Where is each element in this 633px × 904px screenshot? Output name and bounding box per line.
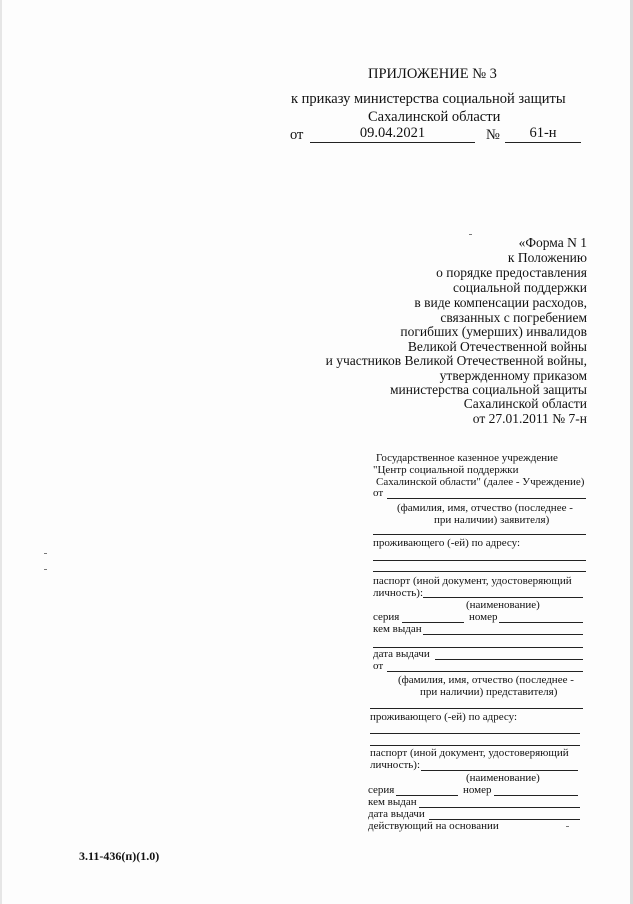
order-line-1: к приказу министерства социальной защиты (291, 91, 566, 107)
representative-name-field[interactable] (387, 671, 583, 672)
appendix-title: ПРИЛОЖЕНИЕ № 3 (368, 66, 497, 82)
form-line: Сахалинской области (463, 396, 587, 411)
applicant-passport-field[interactable] (423, 597, 583, 598)
form-line: Великой Отечественной войны (407, 339, 587, 354)
form-line: от 27.01.2011 № 7-н (472, 411, 587, 426)
applicant-name-field[interactable] (387, 498, 586, 499)
form-line: и участников Великой Отечественной войны, (325, 353, 587, 368)
representative-from-label: от (373, 660, 384, 672)
representative-name-field-2[interactable] (370, 708, 583, 709)
form-line: о порядке предоставления (436, 265, 587, 280)
form-line: утвержденному приказом (439, 368, 587, 383)
form-line: в виде компенсации расходов, (414, 295, 587, 310)
addressee-line-2: "Центр социальной поддержки (373, 464, 519, 476)
form-line: «Форма N 1 (518, 235, 587, 250)
order-date: 09.04.2021 (359, 125, 426, 141)
applicant-series-label: серия (373, 611, 400, 623)
applicant-number-label: номер (469, 611, 498, 623)
applicant-name-field-2[interactable] (373, 534, 586, 535)
form-line: погибших (умерших) инвалидов (400, 324, 587, 339)
representative-fio-hint-1: (фамилия, имя, отчество (последнее - (398, 674, 574, 686)
order-date-label: от (290, 127, 304, 143)
representative-issue-date-label: дата выдачи (368, 808, 425, 820)
document-code: 3.11-436(п)(1.0) (79, 849, 160, 863)
representative-fio-hint-2: при наличии) представителя) (420, 686, 558, 698)
order-number-label: № (486, 127, 500, 143)
representative-passport-label-1: паспорт (иной документ, удостоверяющий (370, 747, 569, 759)
applicant-address-field-1[interactable] (373, 560, 586, 561)
applicant-issued-by-field[interactable] (423, 634, 583, 635)
applicant-address-label: проживающего (-ей) по адресу: (373, 537, 521, 549)
scan-dot (469, 234, 472, 235)
addressee-line-3: Сахалинской области" (далее - Учреждение) (376, 476, 585, 488)
applicant-fio-hint-2: при наличии) заявителя) (434, 514, 550, 526)
representative-series-label: серия (368, 784, 395, 796)
addressee-line-1: Государственное казенное учреждение (376, 452, 558, 464)
representative-address-field-1[interactable] (370, 733, 580, 734)
representative-doc-name-hint: (наименование) (466, 772, 540, 784)
representative-address-field-2[interactable] (370, 745, 580, 746)
applicant-passport-label-2: личность): (373, 587, 423, 599)
representative-address-label: проживающего (-ей) по адресу: (370, 711, 518, 723)
form-line: связанных с погребением (440, 310, 587, 325)
representative-basis-label: действующий на основании (368, 820, 499, 832)
applicant-fio-hint-1: (фамилия, имя, отчество (последнее - (397, 502, 573, 514)
applicant-issue-date-label: дата выдачи (373, 648, 430, 660)
order-date-underline (310, 142, 475, 143)
representative-passport-label-2: личность): (370, 759, 420, 771)
scan-dot (44, 569, 47, 570)
representative-issued-by-field[interactable] (419, 807, 580, 808)
scan-dot (44, 553, 47, 554)
scan-dot (566, 826, 569, 827)
applicant-passport-label-1: паспорт (иной документ, удостоверяющий (373, 575, 572, 587)
applicant-address-field-2[interactable] (373, 571, 586, 572)
applicant-issue-date-field[interactable] (435, 659, 583, 660)
form-line: к Положению (507, 250, 587, 265)
applicant-issued-by-label: кем выдан (373, 623, 422, 635)
order-number: 61-н (529, 125, 557, 141)
order-number-underline (505, 142, 581, 143)
representative-number-label: номер (463, 784, 492, 796)
applicant-from-label: от (373, 487, 384, 499)
form-line: министерства социальной защиты (390, 382, 587, 397)
representative-number-field[interactable] (494, 795, 578, 796)
representative-passport-field[interactable] (421, 770, 578, 771)
scan-edge-left (0, 0, 2, 904)
applicant-number-field[interactable] (499, 622, 583, 623)
representative-issued-by-label: кем выдан (368, 796, 417, 808)
applicant-doc-name-hint: (наименование) (466, 599, 540, 611)
form-line: социальной поддержки (453, 280, 587, 295)
order-line-2: Сахалинской области (368, 109, 501, 125)
